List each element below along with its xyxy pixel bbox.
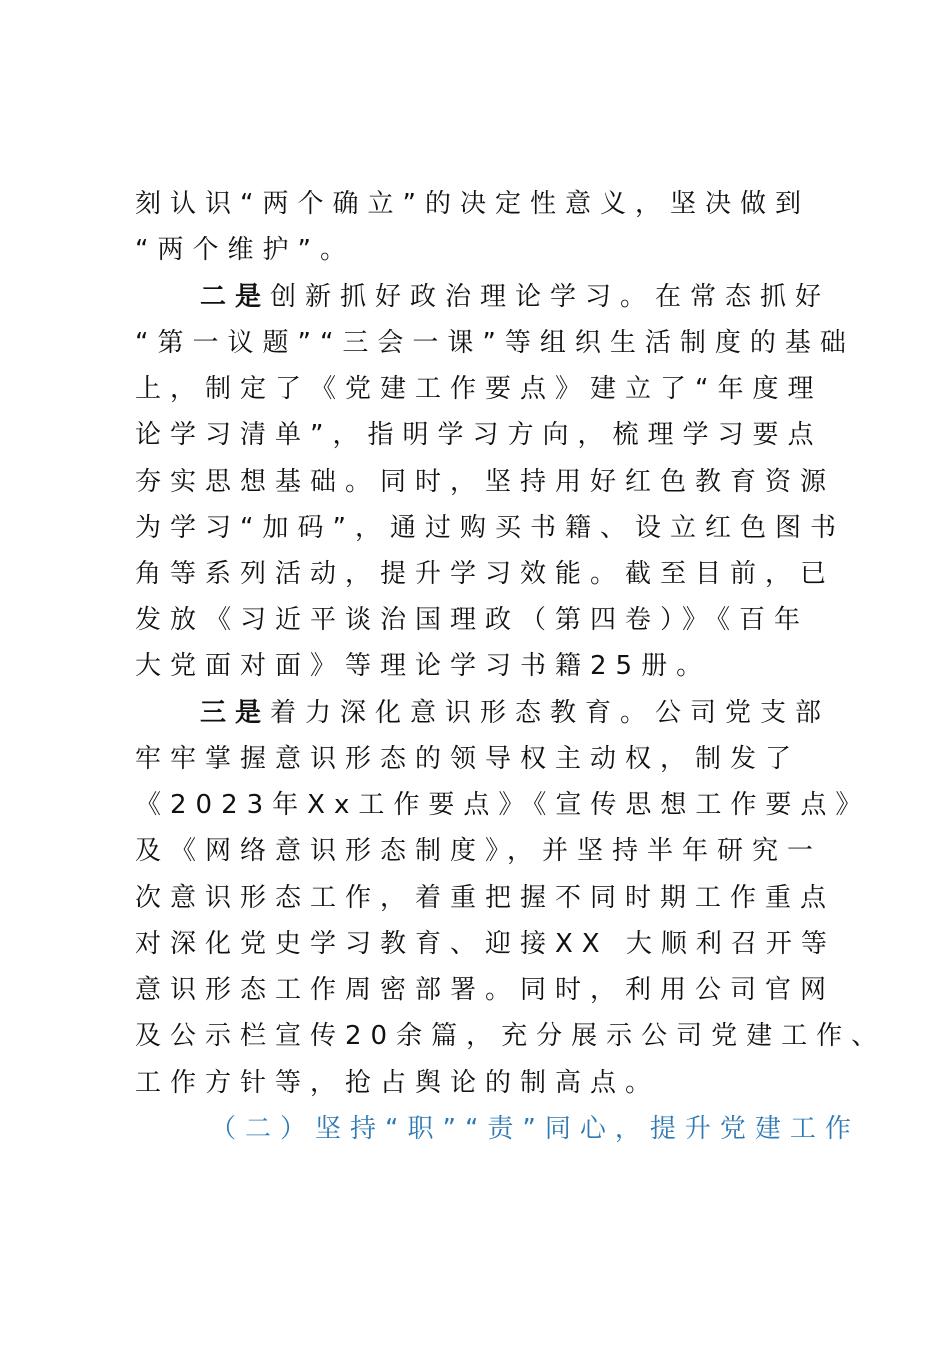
body-line: 意识形态工作周密部署。同时，利用公司官网	[135, 975, 836, 1005]
body-line: 为学习“加码”，通过购买书籍、设立红色图书	[135, 513, 845, 543]
body-line: 牢牢掌握意识形态的领导权主动权，制发了	[135, 744, 801, 774]
paragraph-2-first-line	[200, 277, 900, 317]
body-line: 对深化党史学习教育、迎接XX 大顺利召开等	[135, 929, 836, 959]
body-line: 发放《习近平谈治国理政（第四卷）》《百年	[135, 605, 810, 635]
body-line: 角等系列活动，提升学习效能。截至目前，已	[135, 559, 836, 589]
body-line: 及《网络意识形态制度》，并坚持半年研究一	[135, 836, 823, 866]
body-text: 创新抓好政治理论学习。在常态抓好	[270, 282, 831, 312]
body-line: 大党面对面》等理论学习书籍25册。	[135, 651, 712, 681]
paragraph-lead: 二是	[200, 282, 271, 312]
paragraph-3-first-line	[200, 693, 900, 733]
body-text: 着力深化意识形态教育。公司党支部	[270, 698, 831, 728]
body-line: 次意识形态工作，着重把握不同时期工作重点	[135, 883, 836, 913]
body-line: 上，制定了《党建工作要点》建立了“年度理	[135, 374, 823, 404]
body-line: 《2023年Xx工作要点》《宣传思想工作要点》	[135, 790, 871, 820]
section-heading: （二）坚持“职”“责”同心，提升党建工作	[210, 1114, 860, 1144]
body-line: 及公示栏宣传20余篇，充分展示公司党建工作、	[135, 1021, 887, 1051]
body-line: 工作方针等，抢占舆论的制高点。	[135, 1068, 661, 1098]
body-line: 论学习清单”，指明学习方向，梳理学习要点	[135, 420, 823, 450]
body-line: “两个维护”。	[135, 235, 355, 265]
body-line: “第一议题”“三会一课”等组织生活制度的基础	[135, 328, 855, 358]
paragraph-lead: 三是	[200, 698, 271, 728]
body-line: 夯实思想基础。同时，坚持用好红色教育资源	[135, 467, 836, 497]
body-line: 刻认识“两个确立”的决定性意义，坚决做到	[135, 189, 810, 219]
